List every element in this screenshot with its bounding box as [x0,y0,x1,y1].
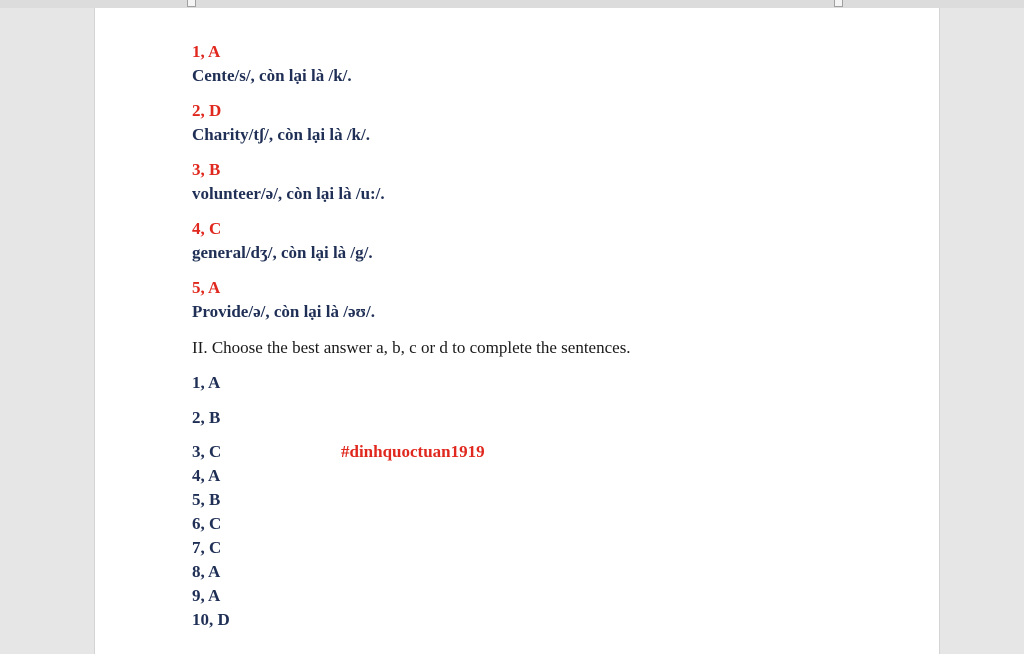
author-hashtag: #dinhquoctuan1919 [341,442,485,461]
mc-answer-6: 6, C [192,514,222,533]
mc-answer-10: 10, D [192,610,230,629]
mc-answer-7: 7, C [192,538,222,557]
right-margin-marker[interactable] [834,0,843,7]
answer-key-4: 4, C [192,219,222,238]
answer-key-2: 2, D [192,101,222,120]
explanation-3: volunteer/ə/, còn lại là /u:/. [192,184,385,203]
explanation-5: Provide/ə/, còn lại là /əʊ/. [192,302,375,321]
mc-answer-8: 8, A [192,562,221,581]
left-margin-marker[interactable] [187,0,196,7]
mc-answer-9: 9, A [192,586,221,605]
mc-answer-5: 5, B [192,490,221,509]
answer-key-1: 1, A [192,42,221,61]
answer-key-3: 3, B [192,160,221,179]
section-heading: II. Choose the best answer a, b, c or d to complete the sentences. [192,338,631,357]
answer-key-5: 5, A [192,278,221,297]
mc-answer-4: 4, A [192,466,221,485]
mc-answer-3: 3, C [192,442,222,461]
mc-answer-2: 2, B [192,408,221,427]
mc-answer-1: 1, A [192,373,221,392]
explanation-1: Cente/s/, còn lại là /k/. [192,66,352,85]
ruler-strip [0,0,1024,8]
explanation-2: Charity/tʃ/, còn lại là /k/. [192,125,370,144]
explanation-4: general/dʒ/, còn lại là /g/. [192,243,373,262]
